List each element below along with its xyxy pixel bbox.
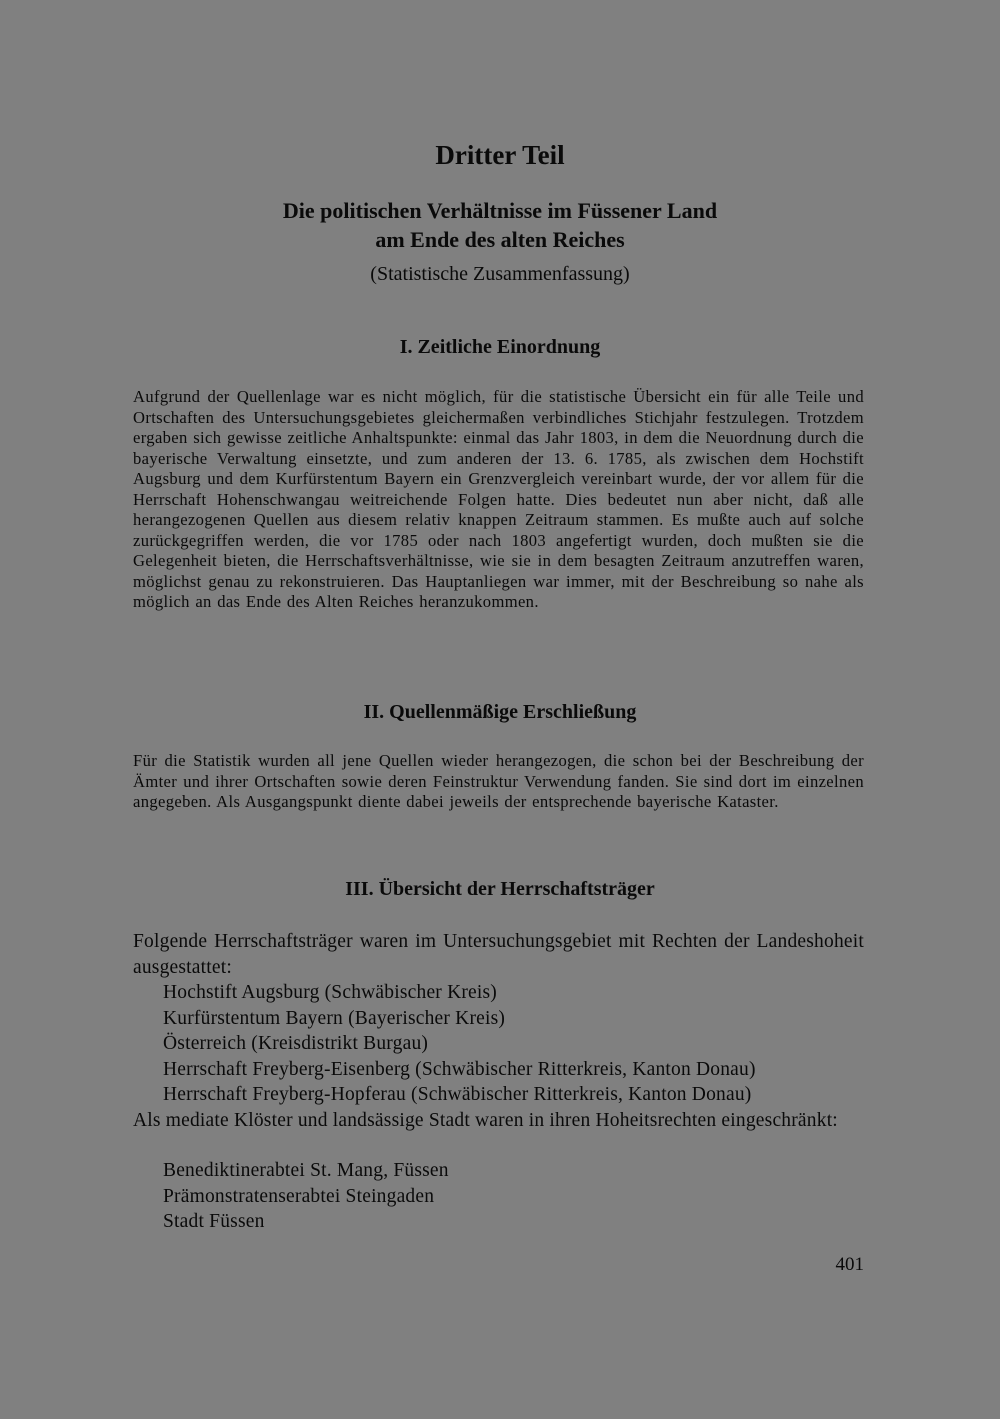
sovereign-rulers-list xyxy=(163,980,873,1108)
main-title-line-2: am Ende des alten Reiches xyxy=(375,227,625,252)
section-1-paragraph: Aufgrund der Quellenlage war es nicht möglich, für die statistische Übersicht ein für alle Teile und Ortschaften des Untersuchungsgebietes gleichermaßen verbindliches Stichjahr festzulegen. Trotzdem ergaben sich gewisse zeitliche Anhaltspunkte: einmal das Jahr 1803, in dem die Neuordnung durch die bayerische Verwaltung einsetzte, und zum anderen der 13. 6. 1785, als zwischen dem Hochstift Augsburg und dem Kurfürstentum Bayern ein Grenzvergleich vereinbart wurde, der vor allem für die Herrschaft Hohenschwangau weitreichende Folgen hatte. Dies bedeutet nun aber nicht, daß alle herangezogenen Quellen aus diesem relativ knappen Zeitraum stammen. Es mußte auch auf solche zurückgegriffen werden, die vor 1785 oder nach 1803 angefertigt wurden, doch mußten sie die Gelegenheit bieten, die Herrschaftsverhältnisse, wie sie in dem besagten Zeitraum anzutreffen waren, möglichst genau zu rekonstruieren. Das Hauptanliegen war immer, mit der Beschreibung so nahe als möglich an das Ende des Alten Reiches heranzukommen. xyxy=(133,387,864,611)
list-item: Herrschaft Freyberg-Eisenberg (Schwäbischer Ritterkreis, Kanton Donau) xyxy=(163,1058,756,1080)
section-3-intro: Folgende Herrschaftsträger waren im Untersuchungsgebiet mit Rechten der Landeshoheit ausgestattet: xyxy=(133,931,864,978)
part-title: Dritter Teil xyxy=(435,140,565,170)
list-item: Österreich (Kreisdistrikt Burgau) xyxy=(163,1033,429,1054)
section-3-heading: III. Übersicht der Herrschaftsträger xyxy=(345,878,655,900)
list-item: Hochstift Augsburg (Schwäbischer Kreis) xyxy=(163,982,498,1003)
list-item: Herrschaft Freyberg-Hopferau (Schwäbischer Ritterkreis, Kanton Donau) xyxy=(163,1084,752,1105)
list-item: Benediktinerabtei St. Mang, Füssen xyxy=(163,1160,449,1181)
list-item: Stadt Füssen xyxy=(163,1211,265,1232)
subtitle: (Statistische Zusammenfassung) xyxy=(370,263,630,285)
section-1-heading: I. Zeitliche Einordnung xyxy=(399,336,601,358)
list-item: Prämonstratenserabtei Steingaden xyxy=(163,1185,435,1207)
list-item: Kurfürstentum Bayern (Bayerischer Kreis) xyxy=(163,1007,506,1029)
page-number: 401 xyxy=(835,1254,864,1275)
mediate-institutions-list xyxy=(163,1158,873,1235)
section-3-intro-2: Als mediate Klöster und landsässige Stadt waren in ihren Hoheitsrechten eingeschränkt: xyxy=(133,1110,838,1131)
main-title-line-1: Die politischen Verhältnisse im Füssener Land xyxy=(282,198,718,223)
main-title xyxy=(0,196,1000,254)
section-2-heading: II. Quellenmäßige Erschließung xyxy=(363,701,637,723)
section-2-paragraph: Für die Statistik wurden all jene Quellen wieder herangezogen, die schon bei der Beschreibung der Ämter und ihrer Ortschaften sowie deren Feinstruktur Verwendung fanden. Sie sind dort im einzelnen angegeben. Als Ausgangspunkt diente dabei jeweils der entsprechende bayerische Kataster. xyxy=(133,751,864,811)
